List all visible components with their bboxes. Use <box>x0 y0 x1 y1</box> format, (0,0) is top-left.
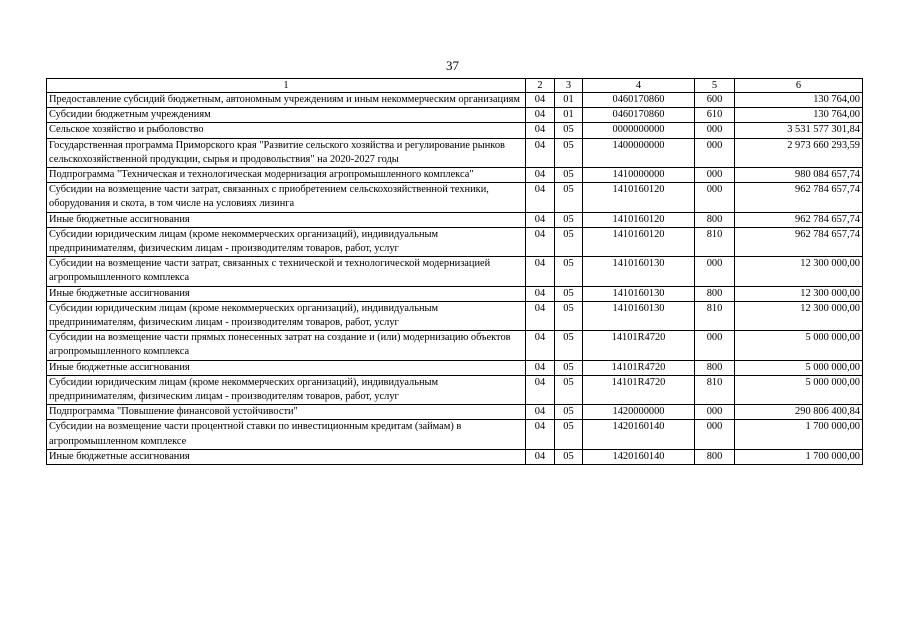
expense-type-code-cell: 800 <box>695 286 735 301</box>
section-code-cell: 04 <box>526 405 555 420</box>
row-name-cell: Субсидии бюджетным учреждениям <box>47 108 526 123</box>
target-item-code-cell: 0000000000 <box>583 123 695 138</box>
target-item-code-cell: 1410160120 <box>583 212 695 227</box>
table-row <box>47 168 863 183</box>
table-row <box>47 183 863 212</box>
expense-type-code-cell: 610 <box>695 108 735 123</box>
section-code-cell: 04 <box>526 286 555 301</box>
amount-cell: 3 531 577 301,84 <box>735 123 863 138</box>
row-name-cell: Иные бюджетные ассигнования <box>47 449 526 464</box>
table-row <box>47 331 863 360</box>
target-item-code-cell: 0460170860 <box>583 108 695 123</box>
table-row <box>47 108 863 123</box>
page-number: 37 <box>446 58 459 73</box>
amount-cell: 5 000 000,00 <box>735 375 863 404</box>
amount-cell: 290 806 400,84 <box>735 405 863 420</box>
subsection-code-cell: 05 <box>555 257 583 286</box>
expense-type-code-cell: 000 <box>695 331 735 360</box>
subsection-code-cell: 05 <box>555 301 583 330</box>
row-name-cell: Подпрограмма "Техническая и технологическая модернизация агропромышленного комплекса" <box>47 168 526 183</box>
table-row <box>47 301 863 330</box>
target-item-code-cell: 1420160140 <box>583 449 695 464</box>
section-code-cell: 04 <box>526 227 555 256</box>
subsection-code-cell: 05 <box>555 168 583 183</box>
amount-cell: 980 084 657,74 <box>735 168 863 183</box>
section-code-cell: 04 <box>526 138 555 167</box>
row-name-cell: Субсидии на возмещение части процентной ставки по инвестиционным кредитам (займам) в агропромышленном комплексе <box>47 420 526 449</box>
table-row <box>47 286 863 301</box>
target-item-code-cell: 14101R4720 <box>583 331 695 360</box>
column-header: 4 <box>583 79 695 93</box>
table-row <box>47 360 863 375</box>
subsection-code-cell: 05 <box>555 227 583 256</box>
table-row <box>47 375 863 404</box>
row-name-cell: Предоставление субсидий бюджетным, автономным учреждениям и иным некоммерческим организациям <box>47 93 526 108</box>
column-header: 1 <box>47 79 526 93</box>
section-code-cell: 04 <box>526 183 555 212</box>
row-name-cell: Субсидии на возмещение части прямых понесенных затрат на создание и (или) модернизацию объектов агропромышленного комплекса <box>47 331 526 360</box>
amount-cell: 1 700 000,00 <box>735 420 863 449</box>
row-name-cell: Субсидии юридическим лицам (кроме некоммерческих организаций), индивидуальным предпринимателям, физическим лицам - производителям товаров, работ, услуг <box>47 227 526 256</box>
expense-type-code-cell: 800 <box>695 449 735 464</box>
target-item-code-cell: 1420000000 <box>583 405 695 420</box>
row-name-cell: Субсидии на возмещение части затрат, связанных с приобретением сельскохозяйственной техники, оборудования и скота, в том числе на условиях лизинга <box>47 183 526 212</box>
table-row <box>47 212 863 227</box>
row-name-cell: Иные бюджетные ассигнования <box>47 286 526 301</box>
expense-type-code-cell: 000 <box>695 123 735 138</box>
amount-cell: 5 000 000,00 <box>735 360 863 375</box>
column-header: 5 <box>695 79 735 93</box>
expense-type-code-cell: 000 <box>695 420 735 449</box>
expense-type-code-cell: 000 <box>695 257 735 286</box>
target-item-code-cell: 1410160130 <box>583 286 695 301</box>
amount-cell: 130 764,00 <box>735 93 863 108</box>
target-item-code-cell: 14101R4720 <box>583 375 695 404</box>
subsection-code-cell: 05 <box>555 449 583 464</box>
target-item-code-cell: 0460170860 <box>583 93 695 108</box>
amount-cell: 12 300 000,00 <box>735 286 863 301</box>
expense-type-code-cell: 000 <box>695 168 735 183</box>
table-row <box>47 420 863 449</box>
target-item-code-cell: 1400000000 <box>583 138 695 167</box>
row-name-cell: Государственная программа Приморского края "Развитие сельского хозяйства и регулирование рынков сельскохозяйственной продукции, сырья и продовольствия" на 2020-2027 годы <box>47 138 526 167</box>
section-code-cell: 04 <box>526 420 555 449</box>
column-header: 3 <box>555 79 583 93</box>
row-name-cell: Сельское хозяйство и рыболовство <box>47 123 526 138</box>
amount-cell: 12 300 000,00 <box>735 301 863 330</box>
expense-type-code-cell: 000 <box>695 405 735 420</box>
row-name-cell: Субсидии на возмещение части затрат, связанных с технической и технологической модернизацией агропромышленного комплекса <box>47 257 526 286</box>
expense-type-code-cell: 600 <box>695 93 735 108</box>
header-row <box>47 79 863 93</box>
target-item-code-cell: 1420160140 <box>583 420 695 449</box>
table-row <box>47 257 863 286</box>
table-row <box>47 405 863 420</box>
section-code-cell: 04 <box>526 123 555 138</box>
target-item-code-cell: 14101R4720 <box>583 360 695 375</box>
amount-cell: 962 784 657,74 <box>735 212 863 227</box>
amount-cell: 130 764,00 <box>735 108 863 123</box>
row-name-cell: Иные бюджетные ассигнования <box>47 212 526 227</box>
section-code-cell: 04 <box>526 360 555 375</box>
subsection-code-cell: 05 <box>555 360 583 375</box>
target-item-code-cell: 1410160120 <box>583 227 695 256</box>
table-row <box>47 138 863 167</box>
amount-cell: 962 784 657,74 <box>735 183 863 212</box>
subsection-code-cell: 01 <box>555 108 583 123</box>
subsection-code-cell: 05 <box>555 183 583 212</box>
subsection-code-cell: 05 <box>555 138 583 167</box>
section-code-cell: 04 <box>526 168 555 183</box>
expense-type-code-cell: 810 <box>695 375 735 404</box>
section-code-cell: 04 <box>526 257 555 286</box>
section-code-cell: 04 <box>526 108 555 123</box>
section-code-cell: 04 <box>526 212 555 227</box>
expense-type-code-cell: 000 <box>695 183 735 212</box>
column-header: 2 <box>526 79 555 93</box>
target-item-code-cell: 1410160120 <box>583 183 695 212</box>
subsection-code-cell: 05 <box>555 331 583 360</box>
amount-cell: 1 700 000,00 <box>735 449 863 464</box>
expense-type-code-cell: 810 <box>695 227 735 256</box>
amount-cell: 962 784 657,74 <box>735 227 863 256</box>
section-code-cell: 04 <box>526 375 555 404</box>
expense-type-code-cell: 810 <box>695 301 735 330</box>
row-name-cell: Субсидии юридическим лицам (кроме некоммерческих организаций), индивидуальным предпринимателям, физическим лицам - производителям товаров, работ, услуг <box>47 375 526 404</box>
table-row <box>47 93 863 108</box>
amount-cell: 12 300 000,00 <box>735 257 863 286</box>
table-row <box>47 449 863 464</box>
subsection-code-cell: 05 <box>555 405 583 420</box>
subsection-code-cell: 05 <box>555 286 583 301</box>
row-name-cell: Подпрограмма "Повышение финансовой устойчивости" <box>47 405 526 420</box>
subsection-code-cell: 01 <box>555 93 583 108</box>
budget-table <box>46 78 863 465</box>
row-name-cell: Субсидии юридическим лицам (кроме некоммерческих организаций), индивидуальным предпринимателям, физическим лицам - производителям товаров, работ, услуг <box>47 301 526 330</box>
expense-type-code-cell: 000 <box>695 138 735 167</box>
row-name-cell: Иные бюджетные ассигнования <box>47 360 526 375</box>
target-item-code-cell: 1410160130 <box>583 301 695 330</box>
subsection-code-cell: 05 <box>555 375 583 404</box>
subsection-code-cell: 05 <box>555 123 583 138</box>
amount-cell: 5 000 000,00 <box>735 331 863 360</box>
table-row <box>47 227 863 256</box>
expense-type-code-cell: 800 <box>695 212 735 227</box>
table-row <box>47 123 863 138</box>
expense-type-code-cell: 800 <box>695 360 735 375</box>
section-code-cell: 04 <box>526 449 555 464</box>
subsection-code-cell: 05 <box>555 420 583 449</box>
section-code-cell: 04 <box>526 301 555 330</box>
subsection-code-cell: 05 <box>555 212 583 227</box>
section-code-cell: 04 <box>526 93 555 108</box>
amount-cell: 2 973 660 293,59 <box>735 138 863 167</box>
target-item-code-cell: 1410160130 <box>583 257 695 286</box>
section-code-cell: 04 <box>526 331 555 360</box>
target-item-code-cell: 1410000000 <box>583 168 695 183</box>
column-header: 6 <box>735 79 863 93</box>
